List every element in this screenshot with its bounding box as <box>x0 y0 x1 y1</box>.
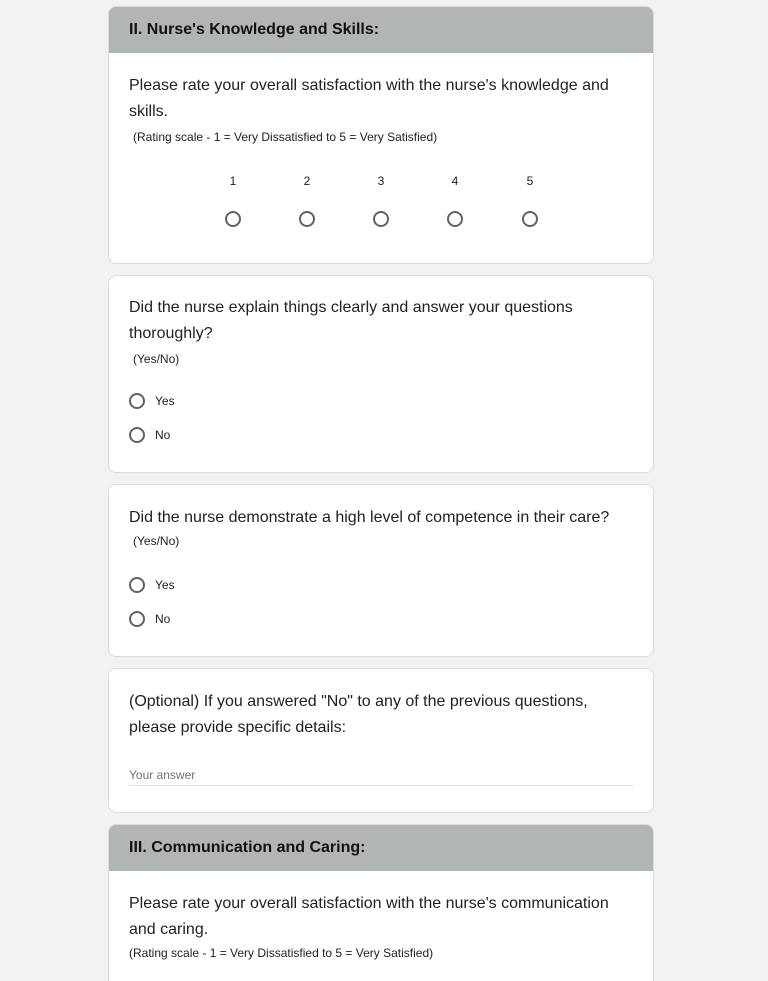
option-label: No <box>155 428 171 442</box>
question-title: Did the nurse demonstrate a high level of competence in their care? <box>129 509 610 526</box>
question-title: Please rate your overall satisfaction with the nurse's knowledge and skills. <box>129 77 609 120</box>
answer-field[interactable] <box>129 765 633 786</box>
option-no[interactable] <box>129 425 170 445</box>
radio-button[interactable] <box>129 393 145 409</box>
rating-label: 1 <box>229 174 237 188</box>
section-2-header: II. Nurse's Knowledge and Skills: <box>109 7 653 53</box>
rating-option-4[interactable] <box>440 173 470 232</box>
option-label: Yes <box>155 394 175 408</box>
question-card-competence <box>108 484 654 657</box>
rating-label: 2 <box>303 174 311 188</box>
section-3-card <box>108 824 654 981</box>
rating-label: 5 <box>526 174 534 188</box>
radio-button[interactable] <box>129 577 145 593</box>
question-card-details <box>108 668 654 813</box>
radio-button[interactable] <box>129 611 145 627</box>
option-no[interactable] <box>129 609 170 629</box>
question-card-explain <box>108 275 654 473</box>
radio-button[interactable] <box>373 211 389 227</box>
rating-scale <box>109 173 653 233</box>
rating-label: 4 <box>451 174 459 188</box>
option-label: No <box>155 612 171 626</box>
question-title: Did the nurse explain things clearly and answer your questions thoroughly? <box>129 299 573 342</box>
rating-option-1[interactable] <box>218 173 248 232</box>
section-3-header: III. Communication and Caring: <box>109 825 653 871</box>
question-subtitle: (Yes/No) <box>133 534 180 548</box>
question-title: (Optional) If you answered "No" to any of the previous questions, please provide specific details: <box>129 693 588 736</box>
question-title: Please rate your overall satisfaction with the nurse's communication and caring. <box>129 895 609 938</box>
answer-input[interactable]: Your answer <box>129 768 196 782</box>
option-label: Yes <box>155 578 175 592</box>
rating-label: 3 <box>377 174 385 188</box>
rating-option-5[interactable] <box>515 173 545 232</box>
rating-option-2[interactable] <box>292 173 322 232</box>
question-subtitle: (Rating scale - 1 = Very Dissatisfied to 5 = Very Satisfied) <box>129 946 434 960</box>
rating-option-3[interactable] <box>366 173 396 232</box>
radio-button[interactable] <box>299 211 315 227</box>
radio-button[interactable] <box>129 427 145 443</box>
radio-button[interactable] <box>447 211 463 227</box>
question-subtitle: (Rating scale - 1 = Very Dissatisfied to 5 = Very Satisfied) <box>133 130 438 144</box>
option-yes[interactable] <box>129 391 175 411</box>
radio-button[interactable] <box>225 211 241 227</box>
section-2-card <box>108 6 654 264</box>
question-subtitle: (Yes/No) <box>133 352 180 366</box>
option-yes[interactable] <box>129 575 175 595</box>
radio-button[interactable] <box>522 211 538 227</box>
